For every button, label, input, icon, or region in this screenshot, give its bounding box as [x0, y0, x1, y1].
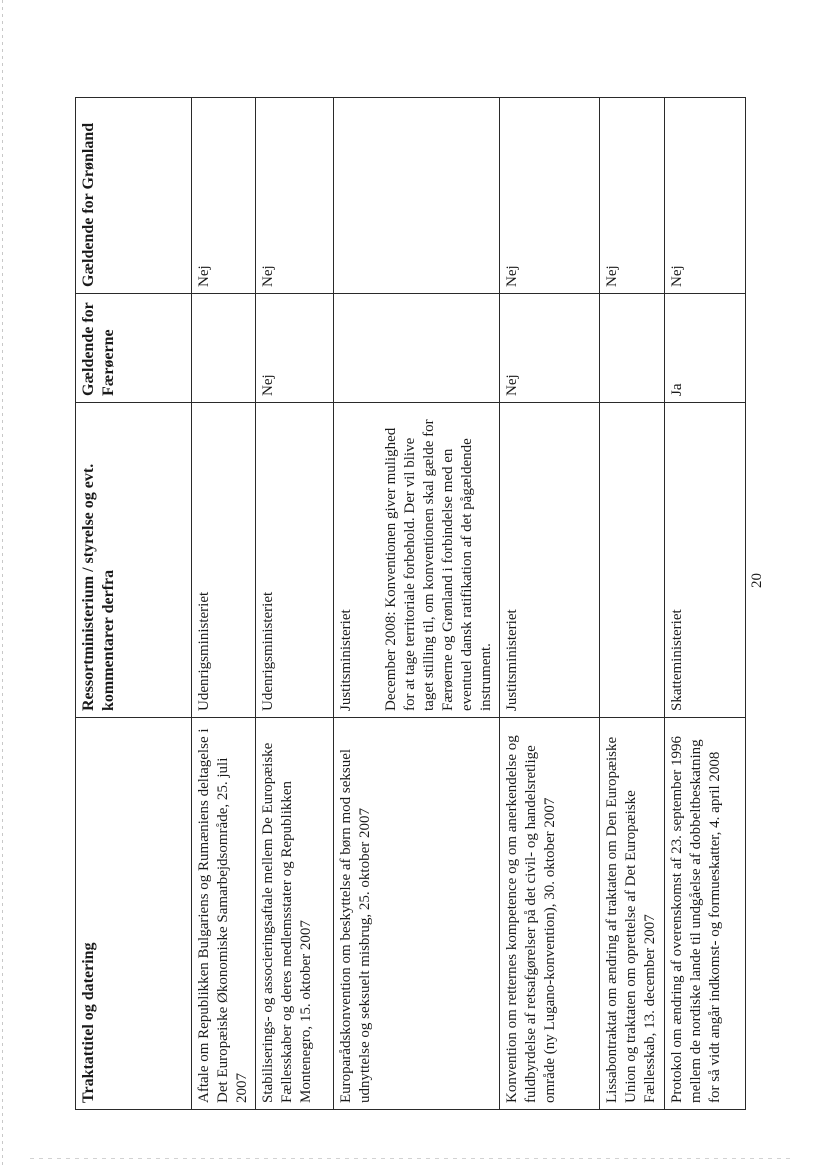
treaty-table — [75, 97, 746, 1110]
cell-ministry: Justitsministeriet — [500, 403, 600, 718]
cell-ministry — [600, 403, 665, 718]
cell-title: Lissabontraktat om ændring af traktaten om Den Europæiske Union og traktaten om oprettelse af Det Europæiske Fællesskab, 13. december 2007 — [600, 718, 665, 1110]
cell-faroe: Nej — [256, 294, 334, 403]
cell-greenland: Nej — [500, 98, 600, 294]
cell-faroe: Nej — [500, 294, 600, 403]
scan-bottom-line — [30, 1158, 795, 1159]
cell-ministry: Udenrigsministeriet — [256, 403, 334, 718]
cell-greenland — [334, 98, 500, 294]
cell-title: Stabiliserings- og associeringsaftale mellem De Europæiske Fællesskaber og deres medlemsstater og Republikken Montenegro, 15. oktober 2007 — [256, 718, 334, 1110]
cell-ministry — [334, 403, 500, 718]
table-row — [500, 98, 600, 1110]
cell-comment: December 2008: Konventionen giver mulighed for at tage territoriale forbehold. Der vil blive taget stilling til, om konventionen skal gælde for Færøerne og Grønland i forbindelse med en eventuel dansk ratifikation af det pågældende instrument. — [383, 419, 494, 711]
table-row — [256, 98, 334, 1110]
header-faroe: Gældende for Færøerne — [76, 294, 192, 403]
cell-ministry: Skatteministeriet — [665, 403, 746, 718]
table-row — [192, 98, 256, 1110]
rotated-table-container — [75, 98, 727, 1110]
cell-title: Konvention om retternes kompetence og om anerkendelse og fuldbyrdelse af retsafgørelser på det civil- og handelsretlige område (ny Lugano-konvention), 30. oktober 2007 — [500, 718, 600, 1110]
table-row — [334, 98, 500, 1110]
cell-ministry: Udenrigsministeriet — [192, 403, 256, 718]
page-number: 20 — [749, 573, 765, 588]
cell-ministry-name: Justitsministeriet — [338, 609, 354, 711]
header-greenland: Gældende for Grønland — [76, 98, 192, 294]
cell-title: Protokol om ændring af overenskomst af 23. september 1996 mellem de nordiske lande til undgåelse af dobbeltbeskatning for så vidt angår indkomst- og formueskatter, 4. april 2008 — [665, 718, 746, 1110]
header-ministry: Ressortministerium / styrelse og evt. kommentarer derfra — [76, 403, 192, 718]
table-header-row — [76, 98, 192, 1110]
cell-faroe — [192, 294, 256, 403]
table-row — [665, 98, 746, 1110]
cell-greenland: Nej — [600, 98, 665, 294]
scan-edge-line — [2, 0, 3, 1168]
table-row — [600, 98, 665, 1110]
cell-greenland: Nej — [256, 98, 334, 294]
cell-title: Aftale om Republikken Bulgariens og Rumæniens deltagelse i Det Europæiske Økonomiske Samarbejdsområde, 25. juli 2007 — [192, 718, 256, 1110]
cell-faroe: Ja — [665, 294, 746, 403]
cell-faroe — [600, 294, 665, 403]
cell-title: Europarådskonvention om beskyttelse af børn mod seksuel udnyttelse og seksuelt misbrug, 25. oktober 2007 — [334, 718, 500, 1110]
cell-greenland: Nej — [192, 98, 256, 294]
header-title: Traktattitel og datering — [76, 718, 192, 1110]
cell-faroe — [334, 294, 500, 403]
cell-greenland: Nej — [665, 98, 746, 294]
